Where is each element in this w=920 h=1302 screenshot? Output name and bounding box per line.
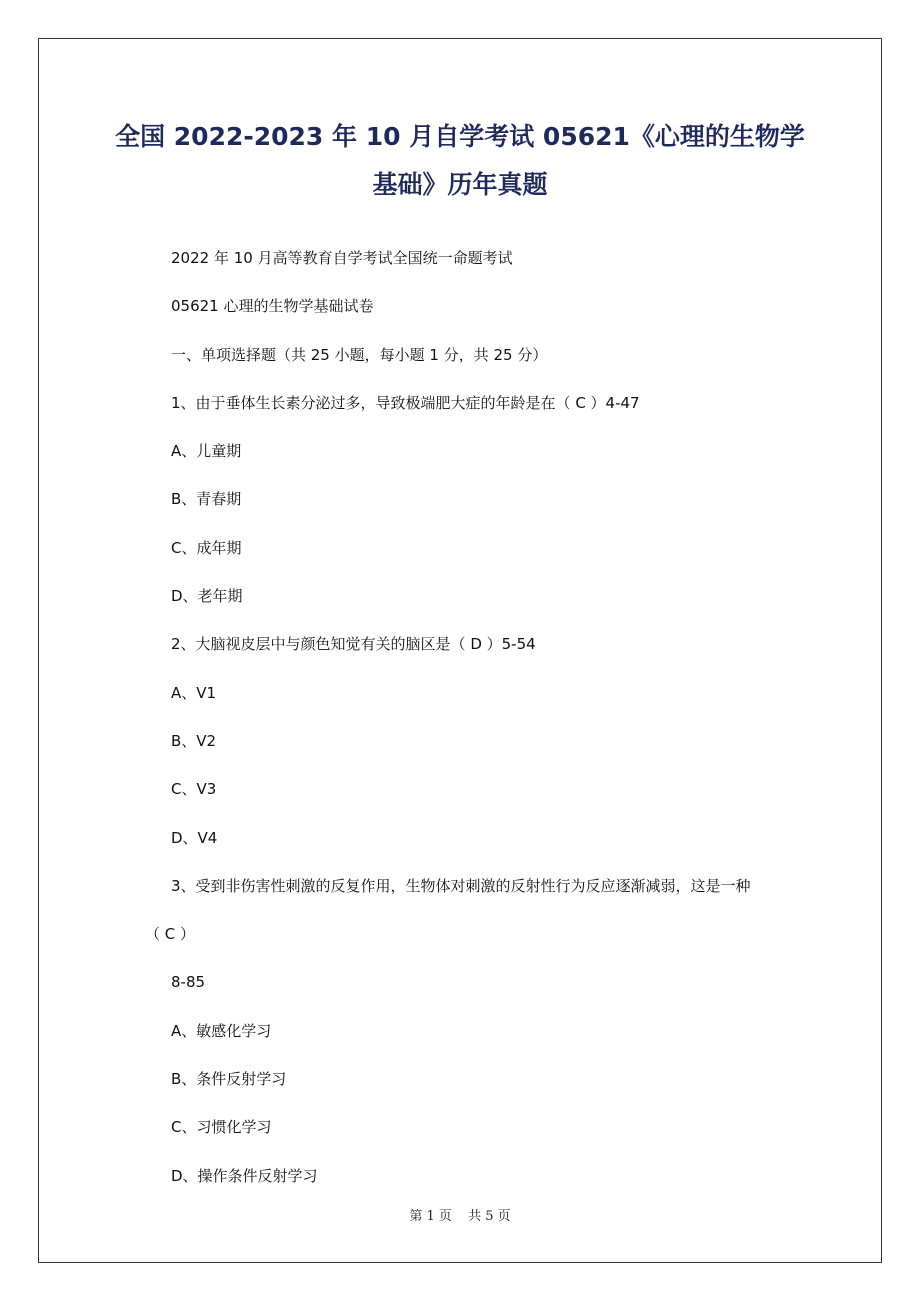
text-line: C、成年期 xyxy=(171,538,242,557)
text-line: D、老年期 xyxy=(171,587,243,606)
text-line: B、青春期 xyxy=(171,490,242,509)
text-line: （ C ） xyxy=(145,925,196,944)
text-line: A、儿童期 xyxy=(171,442,242,461)
text-line: C、习惯化学习 xyxy=(171,1118,272,1137)
page-footer xyxy=(0,1205,920,1224)
text-line: A、V1 xyxy=(171,683,217,702)
text-line: 1、由于垂体生长素分泌过多，导致极端肥大症的年龄是在（ C ）4-47 xyxy=(171,393,640,412)
document-body xyxy=(145,234,805,1200)
page-number: 第 1 页 xyxy=(409,1209,452,1224)
text-line: 2、大脑视皮层中与颜色知觉有关的脑区是（ D ）5-54 xyxy=(171,635,536,654)
page-total: 共 5 页 xyxy=(468,1209,511,1224)
text-line: 一、单项选择题（共 25 小题，每小题 1 分，共 25 分） xyxy=(171,345,548,364)
text-line: 3、受到非伤害性刺激的反复作用，生物体对刺激的反射性行为反应逐渐减弱，这是一种 xyxy=(171,876,751,895)
text-line: D、V4 xyxy=(171,828,218,847)
text-line: B、V2 xyxy=(171,731,217,750)
text-line: 2022 年 10 月高等教育自学考试全国统一命题考试 xyxy=(171,249,513,267)
text-line: B、条件反射学习 xyxy=(171,1070,287,1089)
text-line: 05621 心理的生物学基础试卷 xyxy=(171,297,374,316)
text-line: A、敏感化学习 xyxy=(171,1021,272,1040)
document-title-line-1: 全国 2022-2023 年 10 月自学考试 05621《心理的生物学 xyxy=(115,122,805,151)
document-title-line-2: 基础》历年真题 xyxy=(372,170,548,199)
text-line: C、V3 xyxy=(171,780,217,799)
text-line: D、操作条件反射学习 xyxy=(171,1166,318,1185)
text-line: 8-85 xyxy=(171,973,206,992)
